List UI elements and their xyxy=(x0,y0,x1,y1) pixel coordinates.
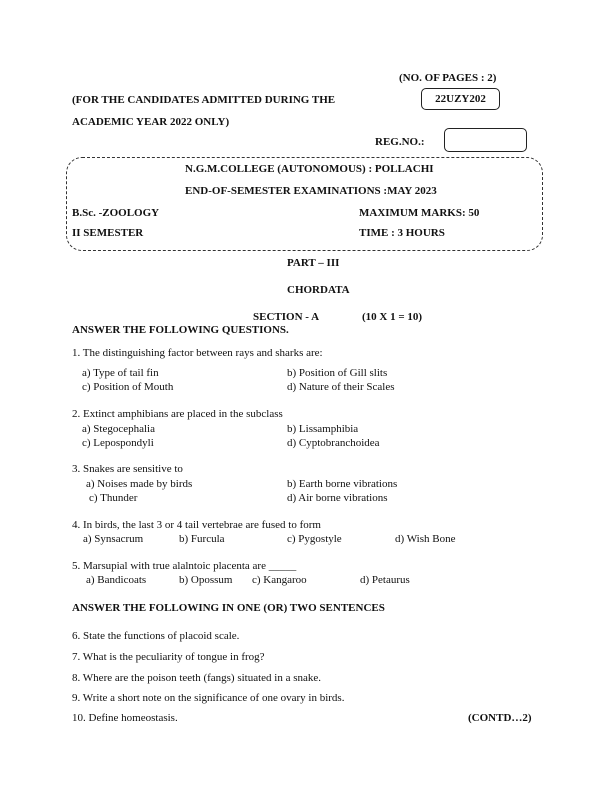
question-2-option-a: a) Stegocephalia xyxy=(82,423,155,435)
question-1-option-a: a) Type of tail fin xyxy=(82,367,159,379)
question-4-option-b: b) Furcula xyxy=(179,533,225,545)
question-4: 4. In birds, the last 3 or 4 tail vertebrae are fused to form xyxy=(72,519,321,531)
page-count: (NO. OF PAGES : 2) xyxy=(399,72,497,84)
reg-no-label: REG.NO.: xyxy=(375,136,425,148)
question-1-option-c: c) Position of Mouth xyxy=(82,381,174,393)
admission-note-line1: (FOR THE CANDIDATES ADMITTED DURING THE xyxy=(72,94,336,106)
college-name: N.G.M.COLLEGE (AUTONOMOUS) : POLLACHI xyxy=(185,163,434,175)
question-5: 5. Marsupial with true alalntoic placenta are _____ xyxy=(72,560,297,572)
question-2-option-d: d) Cyptobranchoidea xyxy=(287,437,380,449)
course-code: 22UZY202 xyxy=(435,93,486,105)
reg-no-field[interactable] xyxy=(444,128,527,152)
question-2: 2. Extinct amphibians are placed in the subclass xyxy=(72,408,283,420)
question-3-option-b: b) Earth borne vibrations xyxy=(287,478,398,490)
maximum-marks: MAXIMUM MARKS: 50 xyxy=(359,207,480,219)
question-5-option-b: b) Opossum xyxy=(179,574,233,586)
part-heading: PART – III xyxy=(287,257,340,269)
marks-scheme: (10 X 1 = 10) xyxy=(362,311,423,323)
question-8: 8. Where are the poison teeth (fangs) situated in a snake. xyxy=(72,672,322,684)
semester: II SEMESTER xyxy=(72,227,144,239)
question-2-option-c: c) Lepospondyli xyxy=(82,437,154,449)
exam-title: END-OF-SEMESTER EXAMINATIONS :MAY 2023 xyxy=(185,185,437,197)
question-3-option-a: a) Noises made by birds xyxy=(86,478,193,490)
mcq-instruction: ANSWER THE FOLLOWING QUESTIONS. xyxy=(72,324,289,336)
subject-heading: CHORDATA xyxy=(287,284,350,296)
question-4-option-c: c) Pygostyle xyxy=(287,533,342,545)
question-3: 3. Snakes are sensitive to xyxy=(72,463,183,475)
question-10: 10. Define homeostasis. xyxy=(72,712,178,724)
programme: B.Sc. -ZOOLOGY xyxy=(72,207,160,219)
question-4-option-d: d) Wish Bone xyxy=(395,533,456,545)
continued-marker: (CONTD…2) xyxy=(468,712,532,724)
question-4-option-a: a) Synsacrum xyxy=(83,533,144,545)
course-code-box xyxy=(421,88,500,110)
question-1-option-b: b) Position of Gill slits xyxy=(287,367,388,379)
section-heading: SECTION - A xyxy=(253,311,320,323)
question-1: 1. The distinguishing factor between rays and sharks are: xyxy=(72,347,323,359)
exam-time: TIME : 3 HOURS xyxy=(359,227,445,239)
question-9: 9. Write a short note on the significance of one ovary in birds. xyxy=(72,692,345,704)
question-7: 7. What is the peculiarity of tongue in frog? xyxy=(72,651,265,663)
short-answer-instruction: ANSWER THE FOLLOWING IN ONE (OR) TWO SENTENCES xyxy=(72,602,385,614)
question-5-option-c: c) Kangaroo xyxy=(252,574,307,586)
admission-note-line2: ACADEMIC YEAR 2022 ONLY) xyxy=(72,116,230,128)
question-1-option-d: d) Nature of their Scales xyxy=(287,381,395,393)
question-2-option-b: b) Lissamphibia xyxy=(287,423,359,435)
question-5-option-a: a) Bandicoats xyxy=(86,574,147,586)
question-3-option-d: d) Air borne vibrations xyxy=(287,492,388,504)
question-6: 6. State the functions of placoid scale. xyxy=(72,630,240,642)
question-5-option-d: d) Petaurus xyxy=(360,574,410,586)
question-3-option-c: c) Thunder xyxy=(89,492,138,504)
